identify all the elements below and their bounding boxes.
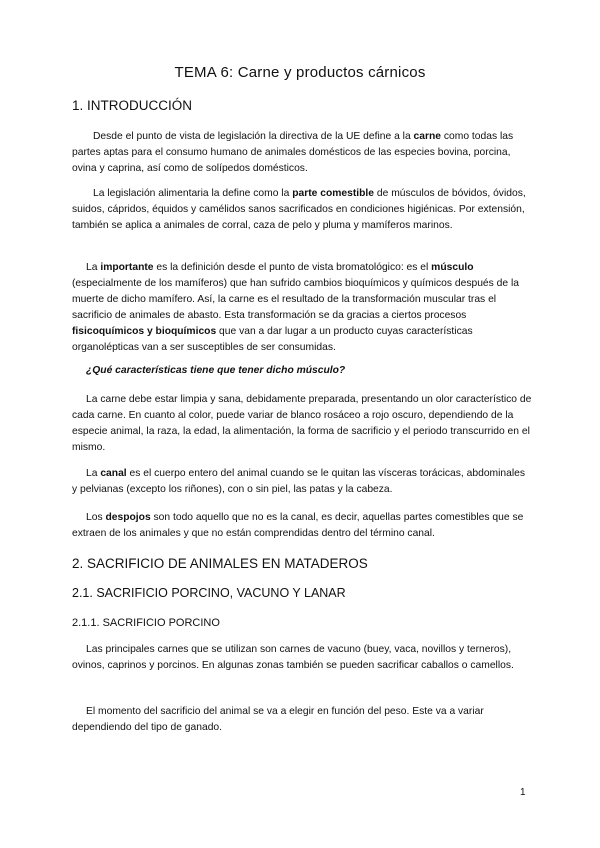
text-run: La bbox=[86, 262, 101, 273]
text-run: es el cuerpo entero del animal cuando se le quitan las vísceras torácicas, abdominales y pelvianas (excepto los riñones), con o sin piel, las patas y la cabeza. bbox=[72, 468, 526, 495]
paragraph-canal bbox=[72, 466, 532, 498]
text-run: La bbox=[86, 468, 101, 479]
document-title: TEMA 6: Carne y productos cárnicos bbox=[174, 64, 426, 81]
page-number: 1 bbox=[520, 787, 526, 798]
text-run: como todas las partes aptas para el consumo humano de animales domésticos de las especies bovina, porcina, ovina y caprina, así como de solípedos domésticos. bbox=[72, 131, 514, 174]
question-caracteristicas: ¿Qué características tiene que tener dicho músculo? bbox=[86, 365, 346, 376]
paragraph-despojos bbox=[72, 510, 532, 542]
paragraph-carne-definition bbox=[72, 129, 532, 177]
paragraph-principales-carnes: Las principales carnes que se utilizan son carnes de vacuno (buey, vaca, novillos y terneros), ovinos, caprinos y porcinos. En algunas zonas también se pueden sacrificar caballos o camellos. bbox=[72, 644, 514, 671]
text-run: es la definición desde el punto de vista bromatológico: es el bbox=[153, 262, 432, 273]
text-run: de músculos de bóvidos, óvidos, suidos, cápridos, équidos y camélidos sanos sacrificados en condiciones higiénicas. Por extensión, también se aplica a animales de corral, caza de pelo y pluma y mamíferos marinos. bbox=[72, 188, 526, 231]
section-heading-introduccion: 1. INTRODUCCIÓN bbox=[72, 98, 193, 113]
text-run: Desde el punto de vista de legislación la directiva de la UE define a la bbox=[93, 131, 414, 142]
text-run: (especialmente de los mamíferos) que han sufrido cambios bioquímicos y químicos después de la muerte de dicho mamífero. Así, la carne es el resultado de la transformación muscular tras el sacrificio de animales de abasto. Esta transformación se da gracias a ciertos procesos bbox=[72, 278, 519, 321]
text-run: son todo aquello que no es la canal, es decir, aquellas partes comestibles que se extraen de los animales y que no están comprendidas dentro del término canal. bbox=[72, 512, 524, 539]
bold-term-carne: carne bbox=[413, 131, 442, 142]
bold-term-fisicoquimicos: fisicoquímicos y bioquímicos bbox=[72, 326, 217, 337]
paragraph-carne-caracteristicas: La carne debe estar limpia y sana, debidamente preparada, presentando un olor característico de cada carne. En cuanto al color, puede variar de blanco rosáceo a rojo oscuro, dependiendo de la especie animal, la raza, la edad, la alimentación, la forma de sacrificio y el periodo transcurrido en el mismo. bbox=[72, 394, 532, 453]
section-heading-sacrificio: 2. SACRIFICIO DE ANIMALES EN MATADEROS bbox=[72, 556, 368, 571]
text-run: Los bbox=[86, 512, 106, 523]
bold-term-despojos: despojos bbox=[105, 512, 151, 523]
text-run: La legislación alimentaria la define como la bbox=[93, 188, 293, 199]
bold-term-parte-comestible: parte comestible bbox=[292, 188, 375, 199]
bold-term-canal: canal bbox=[100, 468, 127, 479]
paragraph-definicion-bromatologica bbox=[72, 260, 532, 356]
paragraph-legislacion-alimentaria bbox=[72, 186, 532, 234]
bold-term-musculo: músculo bbox=[431, 262, 474, 273]
subsubsection-heading-porcino: 2.1.1. SACRIFICIO PORCINO bbox=[72, 617, 220, 629]
bold-term-importante: importante bbox=[100, 262, 154, 273]
subsection-heading-porcino-vacuno-lanar: 2.1. SACRIFICIO PORCINO, VACUNO Y LANAR bbox=[72, 586, 346, 600]
text-run: que van a dar lugar a un producto cuyas características organolépticas van a ser susceptibles de ser consumidas. bbox=[72, 326, 473, 353]
paragraph-momento-sacrificio: El momento del sacrificio del animal se va a elegir en función del peso. Este va a variar dependiendo del tipo de ganado. bbox=[72, 706, 484, 733]
